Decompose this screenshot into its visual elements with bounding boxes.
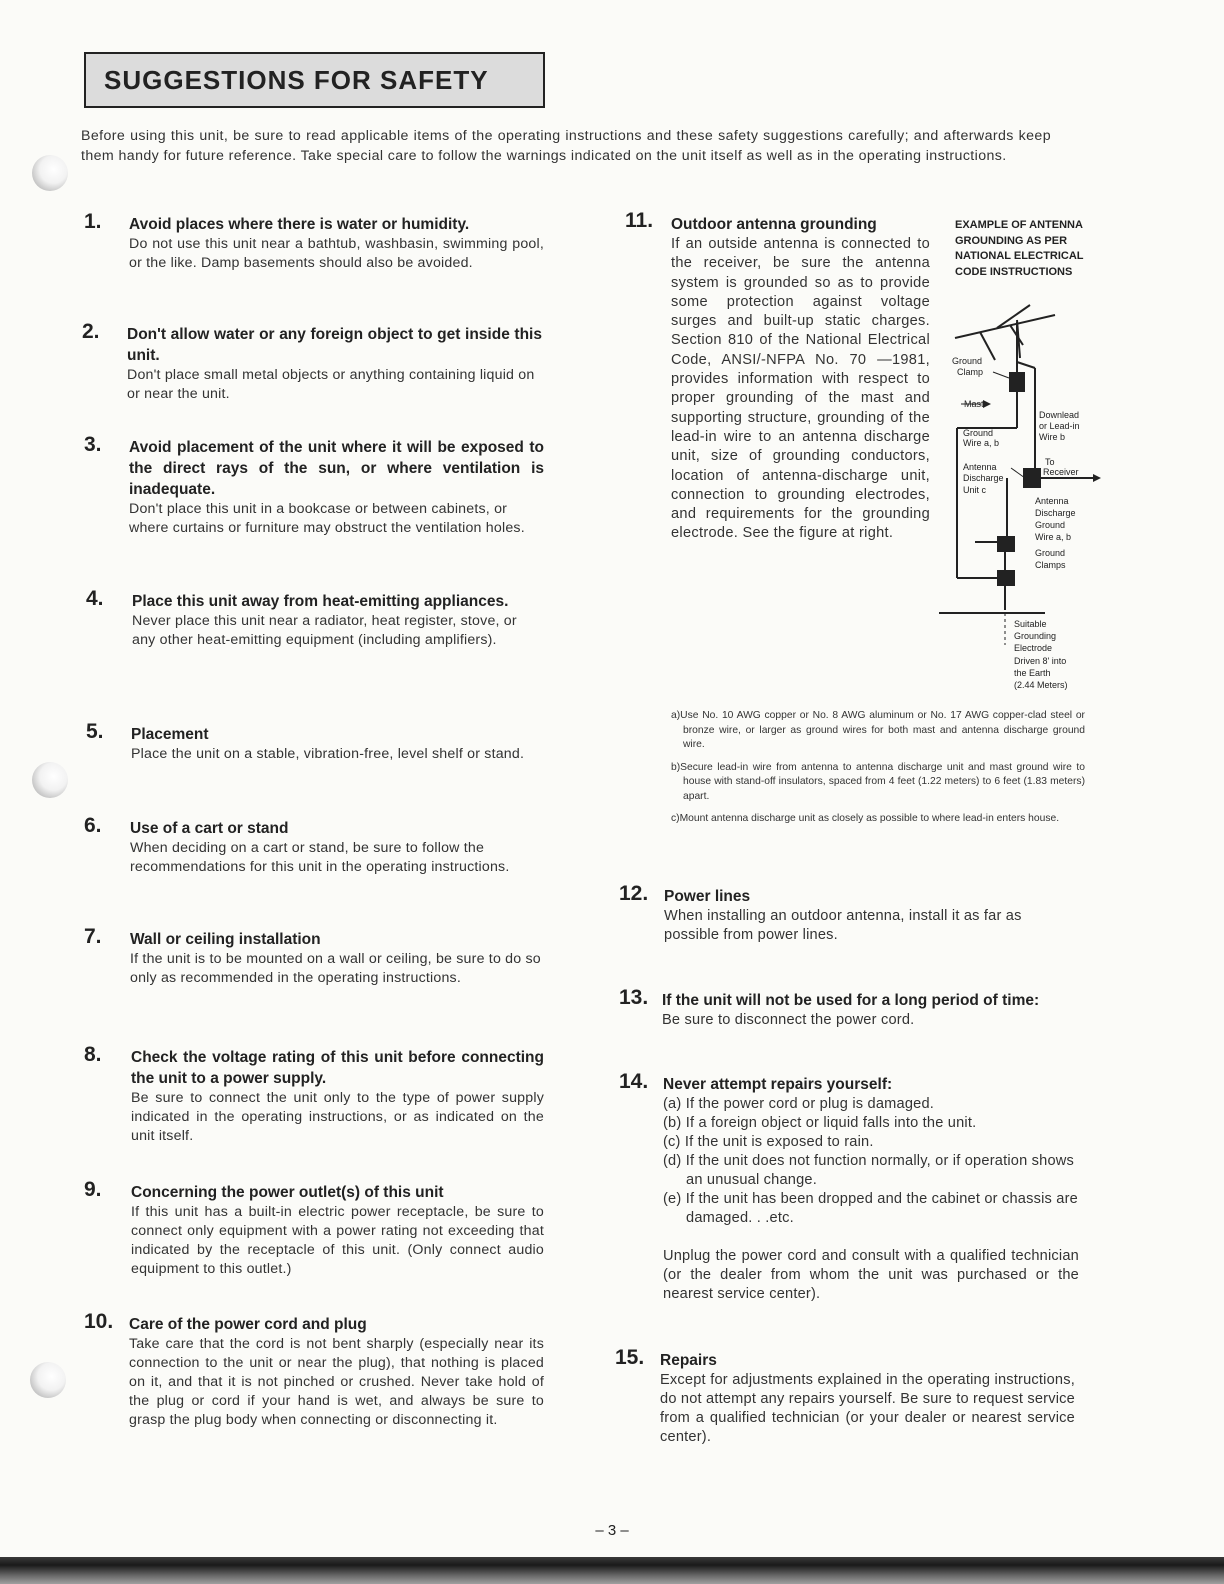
diagram-note: b)Secure lead-in wire from antenna to antenna discharge unit and mast ground wire to house with stand-off insulators, spaced from 4 feet (1.22 meters) to 6 feet (1.83 meters) apart. bbox=[671, 761, 1085, 802]
label-mast: Mast bbox=[964, 399, 984, 409]
binder-hole bbox=[32, 762, 68, 798]
safety-item-1 bbox=[84, 210, 544, 273]
item-body: Do not use this unit near a bathtub, washbasin, swimming pool, or the like. Damp basements should also be avoided. bbox=[129, 236, 544, 271]
safety-item-3 bbox=[84, 433, 544, 538]
item-heading: Never attempt repairs yourself: bbox=[663, 1076, 893, 1093]
label-ground-clamp: Ground bbox=[952, 356, 983, 366]
item-body: Never place this unit near a radiator, heat register, stove, or any other heat-emitting equipment (including amplifiers). bbox=[132, 613, 517, 648]
item-number: 5. bbox=[86, 720, 104, 743]
svg-text:(2.44 Meters): (2.44 Meters) bbox=[1014, 680, 1068, 690]
item-number: 3. bbox=[84, 433, 102, 456]
item-number: 11. bbox=[625, 209, 654, 232]
svg-text:Discharge: Discharge bbox=[1035, 508, 1076, 518]
item-number: 6. bbox=[84, 814, 102, 837]
item-number: 2. bbox=[82, 320, 100, 343]
binder-hole bbox=[30, 1362, 66, 1398]
page-title: SUGGESTIONS FOR SAFETY bbox=[84, 52, 545, 108]
safety-item-13 bbox=[619, 986, 1084, 1030]
safety-item-12 bbox=[619, 882, 1079, 945]
safety-item-10 bbox=[84, 1310, 544, 1430]
item-subitem: (e) If the unit has been dropped and the cabinet or chassis are damaged. . .etc. bbox=[663, 1191, 1078, 1226]
safety-item-9 bbox=[84, 1178, 544, 1279]
safety-item-4 bbox=[86, 587, 544, 650]
item-body: Except for adjustments explained in the operating instructions, do not attempt any repairs yourself. Be sure to request service from a qualified technician (or your dealer or nearest service center). bbox=[660, 1372, 1075, 1445]
item-body: Take care that the cord is not bent sharply (especially near its connection to the unit or near the plug), that nothing is placed on it, and that it is not pinched or crushed. Never take hold of the plug or cord if your hand is wet, and always be sure to grasp the plug body when connecting or disconnecting it. bbox=[129, 1336, 544, 1428]
svg-text:or Lead-in: or Lead-in bbox=[1039, 421, 1080, 431]
svg-text:Grounding: Grounding bbox=[1014, 631, 1057, 641]
diagram-caption: EXAMPLE OF ANTENNA GROUNDING AS PER NATIONAL ELECTRICAL CODE INSTRUCTIONS bbox=[955, 219, 1084, 278]
diagram-note: c)Mount antenna discharge unit as closely as possible to where lead-in enters house. bbox=[671, 813, 1060, 824]
item-body: Don't place small metal objects or anything containing liquid on or near the unit. bbox=[127, 367, 535, 402]
safety-item-15 bbox=[615, 1346, 1075, 1447]
binder-hole bbox=[32, 155, 68, 191]
label-downlead: Downlead bbox=[1039, 410, 1080, 420]
svg-text:Ground: Ground bbox=[1035, 520, 1066, 530]
item-body: If the unit is to be mounted on a wall or ceiling, be sure to do so only as recommended in the operating instructions. bbox=[130, 951, 541, 986]
item-heading: Don't allow water or any foreign object to get inside this unit. bbox=[127, 326, 542, 364]
svg-text:the Earth: the Earth bbox=[1014, 668, 1051, 678]
safety-item-2 bbox=[82, 320, 542, 404]
safety-item-14 bbox=[619, 1070, 1079, 1304]
item-subitem: (d) If the unit does not function normally, or if operation shows an unusual change. bbox=[663, 1153, 1075, 1188]
item-number: 14. bbox=[619, 1070, 649, 1093]
item-subitem: (a) If the power cord or plug is damaged. bbox=[663, 1096, 935, 1112]
label-antenna-discharge-ground-wire: Antenna bbox=[1035, 496, 1069, 506]
item-number: 12. bbox=[619, 882, 649, 905]
svg-text:Clamp: Clamp bbox=[957, 367, 984, 377]
item-number: 4. bbox=[86, 587, 104, 610]
svg-text:Electrode: Electrode bbox=[1014, 643, 1053, 653]
item-subitem: (b) If a foreign object or liquid falls into the unit. bbox=[663, 1115, 977, 1131]
item-number: 7. bbox=[84, 925, 102, 948]
item-heading: Care of the power cord and plug bbox=[129, 1316, 367, 1333]
svg-text:Discharge: Discharge bbox=[963, 473, 1004, 483]
svg-text:Unit c: Unit c bbox=[963, 485, 987, 495]
label-ground-wire: Ground bbox=[963, 428, 994, 438]
scan-bottom-edge bbox=[0, 1557, 1224, 1584]
item-number: 15. bbox=[615, 1346, 645, 1369]
item-number: 8. bbox=[84, 1043, 102, 1066]
item-body: Be sure to connect the unit only to the type of power supply indicated in the operating instructions, or as indicated on the unit itself. bbox=[131, 1090, 544, 1144]
item-heading: Check the voltage rating of this unit before connecting the unit to a power supply. bbox=[131, 1049, 544, 1087]
item-body: When deciding on a cart or stand, be sure to follow the recommendations for this unit in the operating instructions. bbox=[130, 840, 510, 875]
item-body: If an outside antenna is connected to the receiver, be sure the antenna system is grounded so as to provide some protection against voltage surges and built-up static charges. Section 810 of the National Electrical Code, ANSI/-NFPA No. 70 —1981, provides information with respect to proper grounding of the mast and supporting structure, grounding of the lead-in wire to an antenna discharge unit, size of grounding conductors, location of antenna-discharge unit, connection to grounding electrodes, and requirements for the grounding electrode. See the figure at right. bbox=[671, 236, 930, 542]
item-heading: Use of a cart or stand bbox=[130, 820, 289, 837]
item-number: 9. bbox=[84, 1178, 102, 1201]
label-grounding-electrode: Suitable bbox=[1014, 619, 1047, 629]
svg-text:Clamps: Clamps bbox=[1035, 560, 1066, 570]
safety-item-8 bbox=[84, 1043, 544, 1146]
safety-item-7 bbox=[84, 925, 544, 988]
safety-item-11 bbox=[625, 209, 930, 544]
svg-text:Wire b: Wire b bbox=[1039, 432, 1066, 442]
item-subitem: (c) If the unit is exposed to rain. bbox=[663, 1134, 874, 1150]
item-body: If this unit has a built-in electric power receptacle, be sure to connect only equipment with a power rating not exceeding that indicated by the receptacle of this unit. (Only connect audio equipment to this outlet.) bbox=[131, 1204, 544, 1277]
item-number: 1. bbox=[84, 210, 102, 233]
item-body: When installing an outdoor antenna, install it as far as possible from power lines. bbox=[664, 908, 1022, 943]
item-heading: Place this unit away from heat-emitting appliances. bbox=[132, 593, 509, 610]
item-heading: Repairs bbox=[660, 1352, 717, 1369]
item-heading: Power lines bbox=[664, 888, 751, 905]
svg-text:Driven 8' into: Driven 8' into bbox=[1014, 656, 1067, 666]
item-heading: Avoid places where there is water or humidity. bbox=[129, 216, 470, 233]
diagram-note: a)Use No. 10 AWG copper or No. 8 AWG aluminum or No. 17 AWG copper-clad steel or bronze wire, or larger as ground wires for both mast and antenna discharge ground wire. bbox=[671, 710, 1085, 750]
item-heading: Wall or ceiling installation bbox=[130, 931, 321, 948]
intro-paragraph: Before using this unit, be sure to read applicable items of the operating instructions and these safety suggestions carefully; and afterwards keep them handy for future reference. Take special care to follow the warnings indicated on the unit itself as well as in the operating instructions. bbox=[81, 128, 1051, 164]
item-body: Don't place this unit in a bookcase or between cabinets, or where curtains or furniture may obstruct the ventilation holes. bbox=[129, 501, 525, 536]
item-body: Be sure to disconnect the power cord. bbox=[662, 1012, 915, 1028]
antenna-grounding-diagram bbox=[935, 300, 1110, 695]
item-body: Place the unit on a stable, vibration-free, level shelf or stand. bbox=[131, 746, 525, 762]
item-heading: Avoid placement of the unit where it will be exposed to the direct rays of the sun, or where ventilation is inadequate. bbox=[129, 439, 544, 498]
label-to-receiver: To bbox=[1045, 457, 1055, 467]
page-number: – 3 – bbox=[595, 1522, 629, 1539]
item-heading: Outdoor antenna grounding bbox=[671, 216, 877, 233]
svg-text:Wire a, b: Wire a, b bbox=[1035, 532, 1072, 542]
label-ground-clamps: Ground bbox=[1035, 548, 1066, 558]
item-heading: Concerning the power outlet(s) of this unit bbox=[131, 1184, 444, 1201]
item-heading: If the unit will not be used for a long period of time: bbox=[662, 992, 1040, 1009]
diagram-notes bbox=[671, 709, 1085, 835]
svg-text:Receiver: Receiver bbox=[1043, 467, 1079, 477]
item-body: Unplug the power cord and consult with a qualified technician (or the dealer from whom the unit was purchased or the nearest service center). bbox=[663, 1248, 1079, 1302]
item-number: 13. bbox=[619, 986, 649, 1009]
svg-text:Wire a, b: Wire a, b bbox=[963, 438, 1000, 448]
safety-item-6 bbox=[84, 814, 544, 877]
item-number: 10. bbox=[84, 1310, 114, 1333]
safety-item-5 bbox=[86, 720, 544, 764]
label-antenna-discharge-unit: Antenna bbox=[963, 462, 997, 472]
item-heading: Placement bbox=[131, 726, 209, 743]
